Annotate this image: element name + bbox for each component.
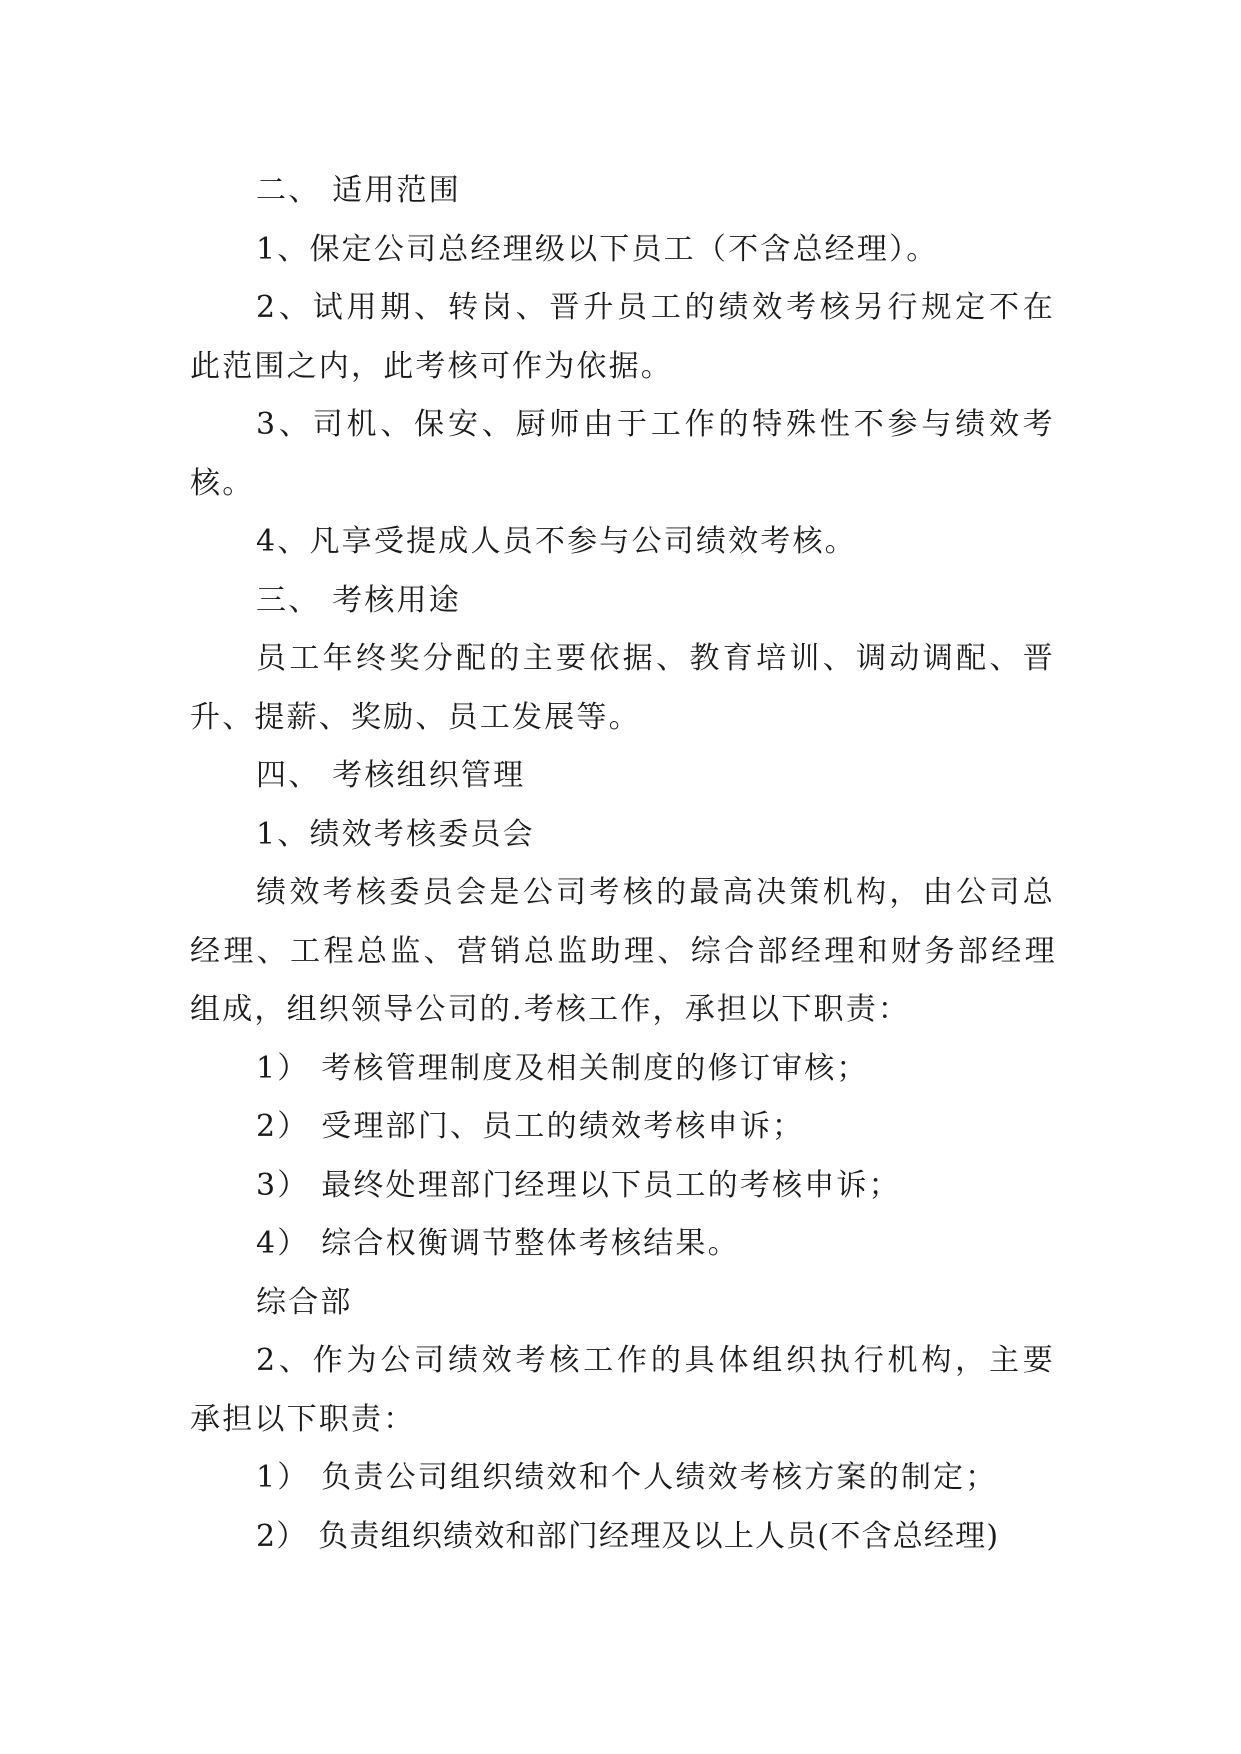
section-heading-usage: 三、 考核用途 [256, 582, 461, 618]
paragraph-line: 绩效考核委员会是公司考核的最高决策机构，由公司总 [256, 875, 1055, 910]
paragraph-line: 此范围之内，此考核可作为依据。 [190, 348, 673, 384]
paragraph-line: 承担以下职责： [190, 1401, 416, 1437]
paragraph-line: 经理、工程总监、营销总监助理、综合部经理和财务部经理 [190, 933, 1055, 969]
section-heading-management: 四、 考核组织管理 [256, 758, 526, 793]
paragraph-line: 3、司机、保安、厨师由于工作的特殊性不参与绩效考 [256, 407, 1055, 442]
paragraph-line: 员工年终奖分配的主要依据、教育培训、调动调配、晋 [256, 641, 1055, 676]
paragraph-line: 2、作为公司绩效考核工作的具体组织执行机构，主要 [256, 1343, 1055, 1378]
list-item: 4） 综合权衡调节整体考核结果。 [256, 1226, 740, 1261]
list-item: 1） 负责公司组织绩效和个人绩效考核方案的制定； [256, 1460, 998, 1495]
subsection-heading: 综合部 [256, 1284, 353, 1320]
paragraph-line: 1、保定公司总经理级以下员工（不含总经理）。 [256, 231, 939, 267]
list-item: 2） 受理部门、员工的绩效考核申诉； [256, 1109, 805, 1144]
paragraph-line: 组成，组织领导公司的.考核工作，承担以下职责： [190, 992, 911, 1027]
list-item: 1） 考核管理制度及相关制度的修订审核； [256, 1050, 869, 1086]
paragraph-line: 2、试用期、转岗、晋升员工的绩效考核另行规定不在 [256, 290, 1055, 325]
list-item: 2） 负责组织绩效和部门经理及以上人员(不含总经理) [256, 1518, 1000, 1554]
document-page [190, 162, 1055, 1566]
paragraph-line: 4、凡享受提成人员不参与公司绩效考核。 [256, 524, 857, 559]
paragraph-line: 升、提薪、奖励、员工发展等。 [190, 699, 641, 735]
paragraph-line: 核。 [190, 465, 255, 501]
list-item: 3） 最终处理部门经理以下员工的考核申诉； [256, 1167, 901, 1203]
subsection-heading: 1、绩效考核委员会 [256, 816, 535, 852]
section-heading-scope: 二、 适用范围 [256, 173, 461, 208]
